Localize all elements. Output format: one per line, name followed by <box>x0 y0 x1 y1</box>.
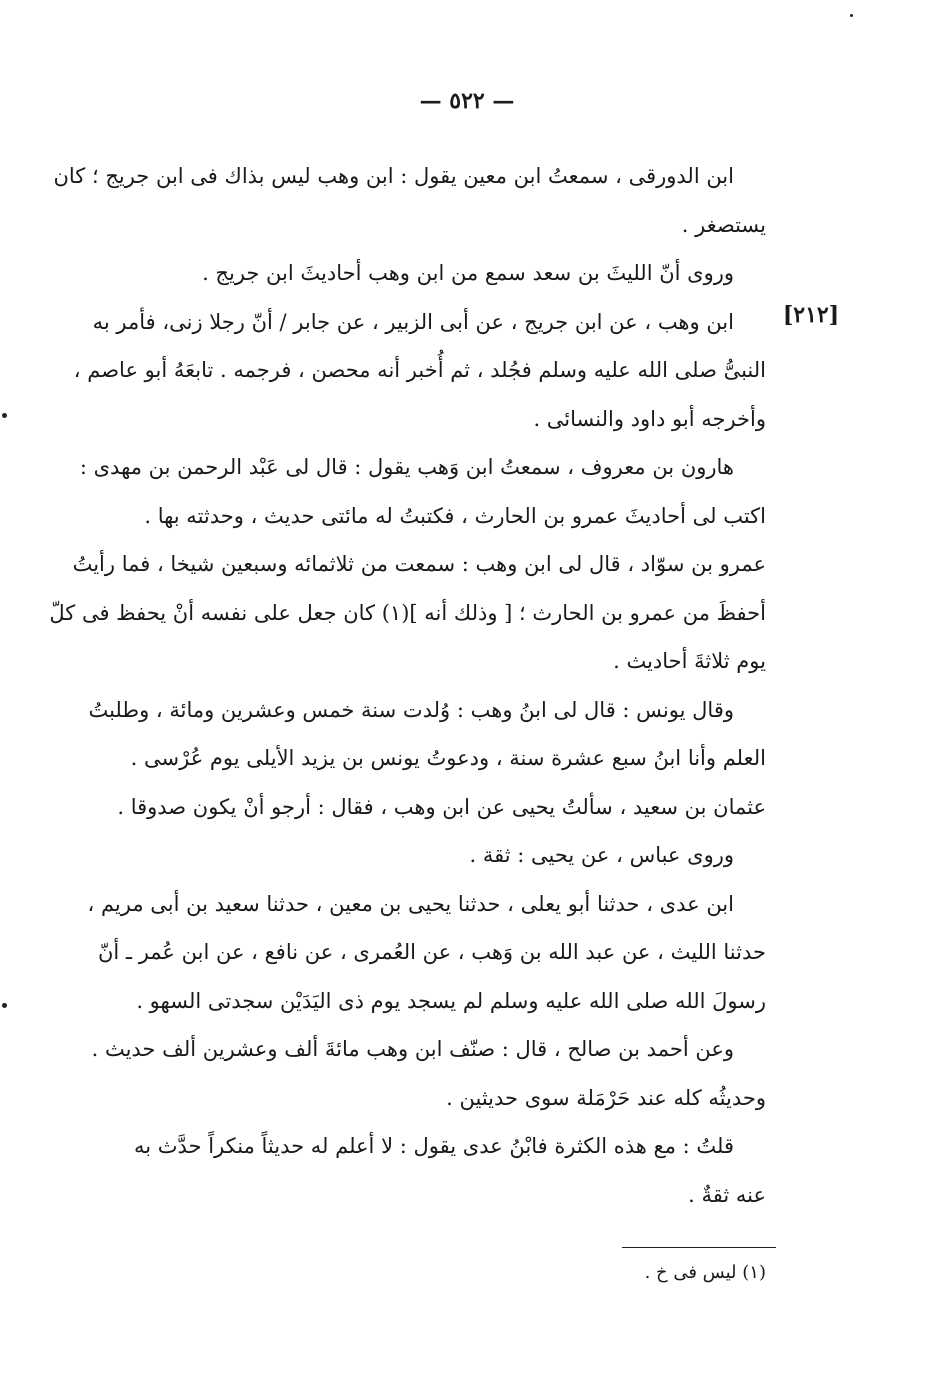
page-number: — ٥٢٢ — <box>419 88 515 114</box>
footnote-separator <box>622 1247 776 1248</box>
paragraph <box>98 249 766 298</box>
paragraph <box>98 1122 766 1219</box>
text-line: اكتب لى أحاديثَ عمرو بن الحارث ، فكتبتُ له مائتى حديث ، وحدثته بها . <box>144 503 766 528</box>
text-line: وقال يونس : قال لى ابنُ وهب : وُلدت سنة خمس وعشرين ومائة ، وطلبتُ <box>88 697 734 722</box>
paragraph <box>53 152 766 249</box>
text-line: حدثنا الليث ، عن عبد الله بن وَهب ، عن العُمرى ، عن نافع ، عن ابن عُمر ـ أنّ <box>97 940 766 964</box>
paragraph <box>98 783 766 880</box>
text-line: رسولَ الله صلى الله عليه وسلم لم يسجد يوم ذى اليَدَيْن سجدتى السهو . <box>136 988 766 1013</box>
paragraph <box>88 686 766 783</box>
text-line: وروى عباس ، عن يحيى : ثقة . <box>469 843 734 867</box>
paragraph <box>73 298 766 444</box>
text-line: ابن عدى ، حدثنا أبو يعلى ، حدثنا يحيى بن معين ، حدثنا سعيد بن أبى مريم ، <box>87 891 734 916</box>
footnote: (١) ليس فى خ . <box>644 1262 766 1283</box>
text-line: عمرو بن سوّاد ، قال لى ابن وهب : سمعت من ثلاثمائه وسبعين شيخا ، فما رأيتُ <box>72 552 766 576</box>
text-line: النبىُّ صلى الله عليه وسلم فجُلد ، ثم أُخبر أنه محصن ، فرجمه . تابعَهُ أبو عاصم ، <box>73 358 766 382</box>
text-line: عثمان بن سعيد ، سألتُ يحيى عن ابن وهب ، فقال : أرجو أنْ يكون صدوقا . <box>117 794 766 819</box>
text-line: وعن أحمد بن صالح ، قال : صنّف ابن وهب مائةَ ألف وعشرين ألف حديث . <box>91 1037 734 1061</box>
text-line: قلتُ : مع هذه الكثرة فابْنُ عدى يقول : لا أعلم له حديثاً منكراً حدَّث به <box>134 1134 734 1158</box>
paragraph <box>87 880 766 1026</box>
text-line: يوم ثلاثةَ أحاديث . <box>613 649 766 673</box>
text-line: هارون بن معروف ، سمعتُ ابن وَهب يقول : قال لى عَبْد الرحمن بن مهدى : <box>79 455 734 479</box>
paragraph <box>49 540 766 686</box>
text-line: وأخرجه أبو داود والنسائى . <box>533 406 766 431</box>
hadith-reference-number: [٢١٢] <box>782 302 840 328</box>
text-line: وحديثُه كله عند حَرْمَلة سوى حديثين . <box>446 1085 766 1110</box>
text-line: العلم وأنا ابنُ سبع عشرة سنة ، ودعوتُ يونس بن يزيد الأيلى يوم عُرْسى . <box>130 746 766 770</box>
main-text <box>49 152 766 1219</box>
text-line: وروى أنّ الليثَ بن سعد سمع من ابن وهب أحاديثَ ابن جريج . <box>202 261 734 285</box>
text-line: عنه ثقةٌ . <box>688 1182 766 1207</box>
scan-speck <box>2 413 7 418</box>
scan-speck <box>2 1003 7 1008</box>
text-line: ابن وهب ، عن ابن جريج ، عن أبى الزبير ، عن جابر / أنّ رجلا زنى، فأمر به <box>92 309 734 334</box>
text-line: ابن الدورقى ، سمعتُ ابن معين يقول : ابن وهب ليس بذاك فى ابن جريج ؛ كان <box>53 164 734 188</box>
text-line: يستصغر . <box>681 212 766 237</box>
scan-speck <box>850 14 853 17</box>
paragraph <box>91 1025 766 1122</box>
paragraph <box>79 443 766 540</box>
text-line: أحفظَ من عمرو بن الحارث ؛ [ وذلك أنه ](١) كان جعل على نفسه أنْ يحفظ فى كلّ <box>49 600 766 625</box>
